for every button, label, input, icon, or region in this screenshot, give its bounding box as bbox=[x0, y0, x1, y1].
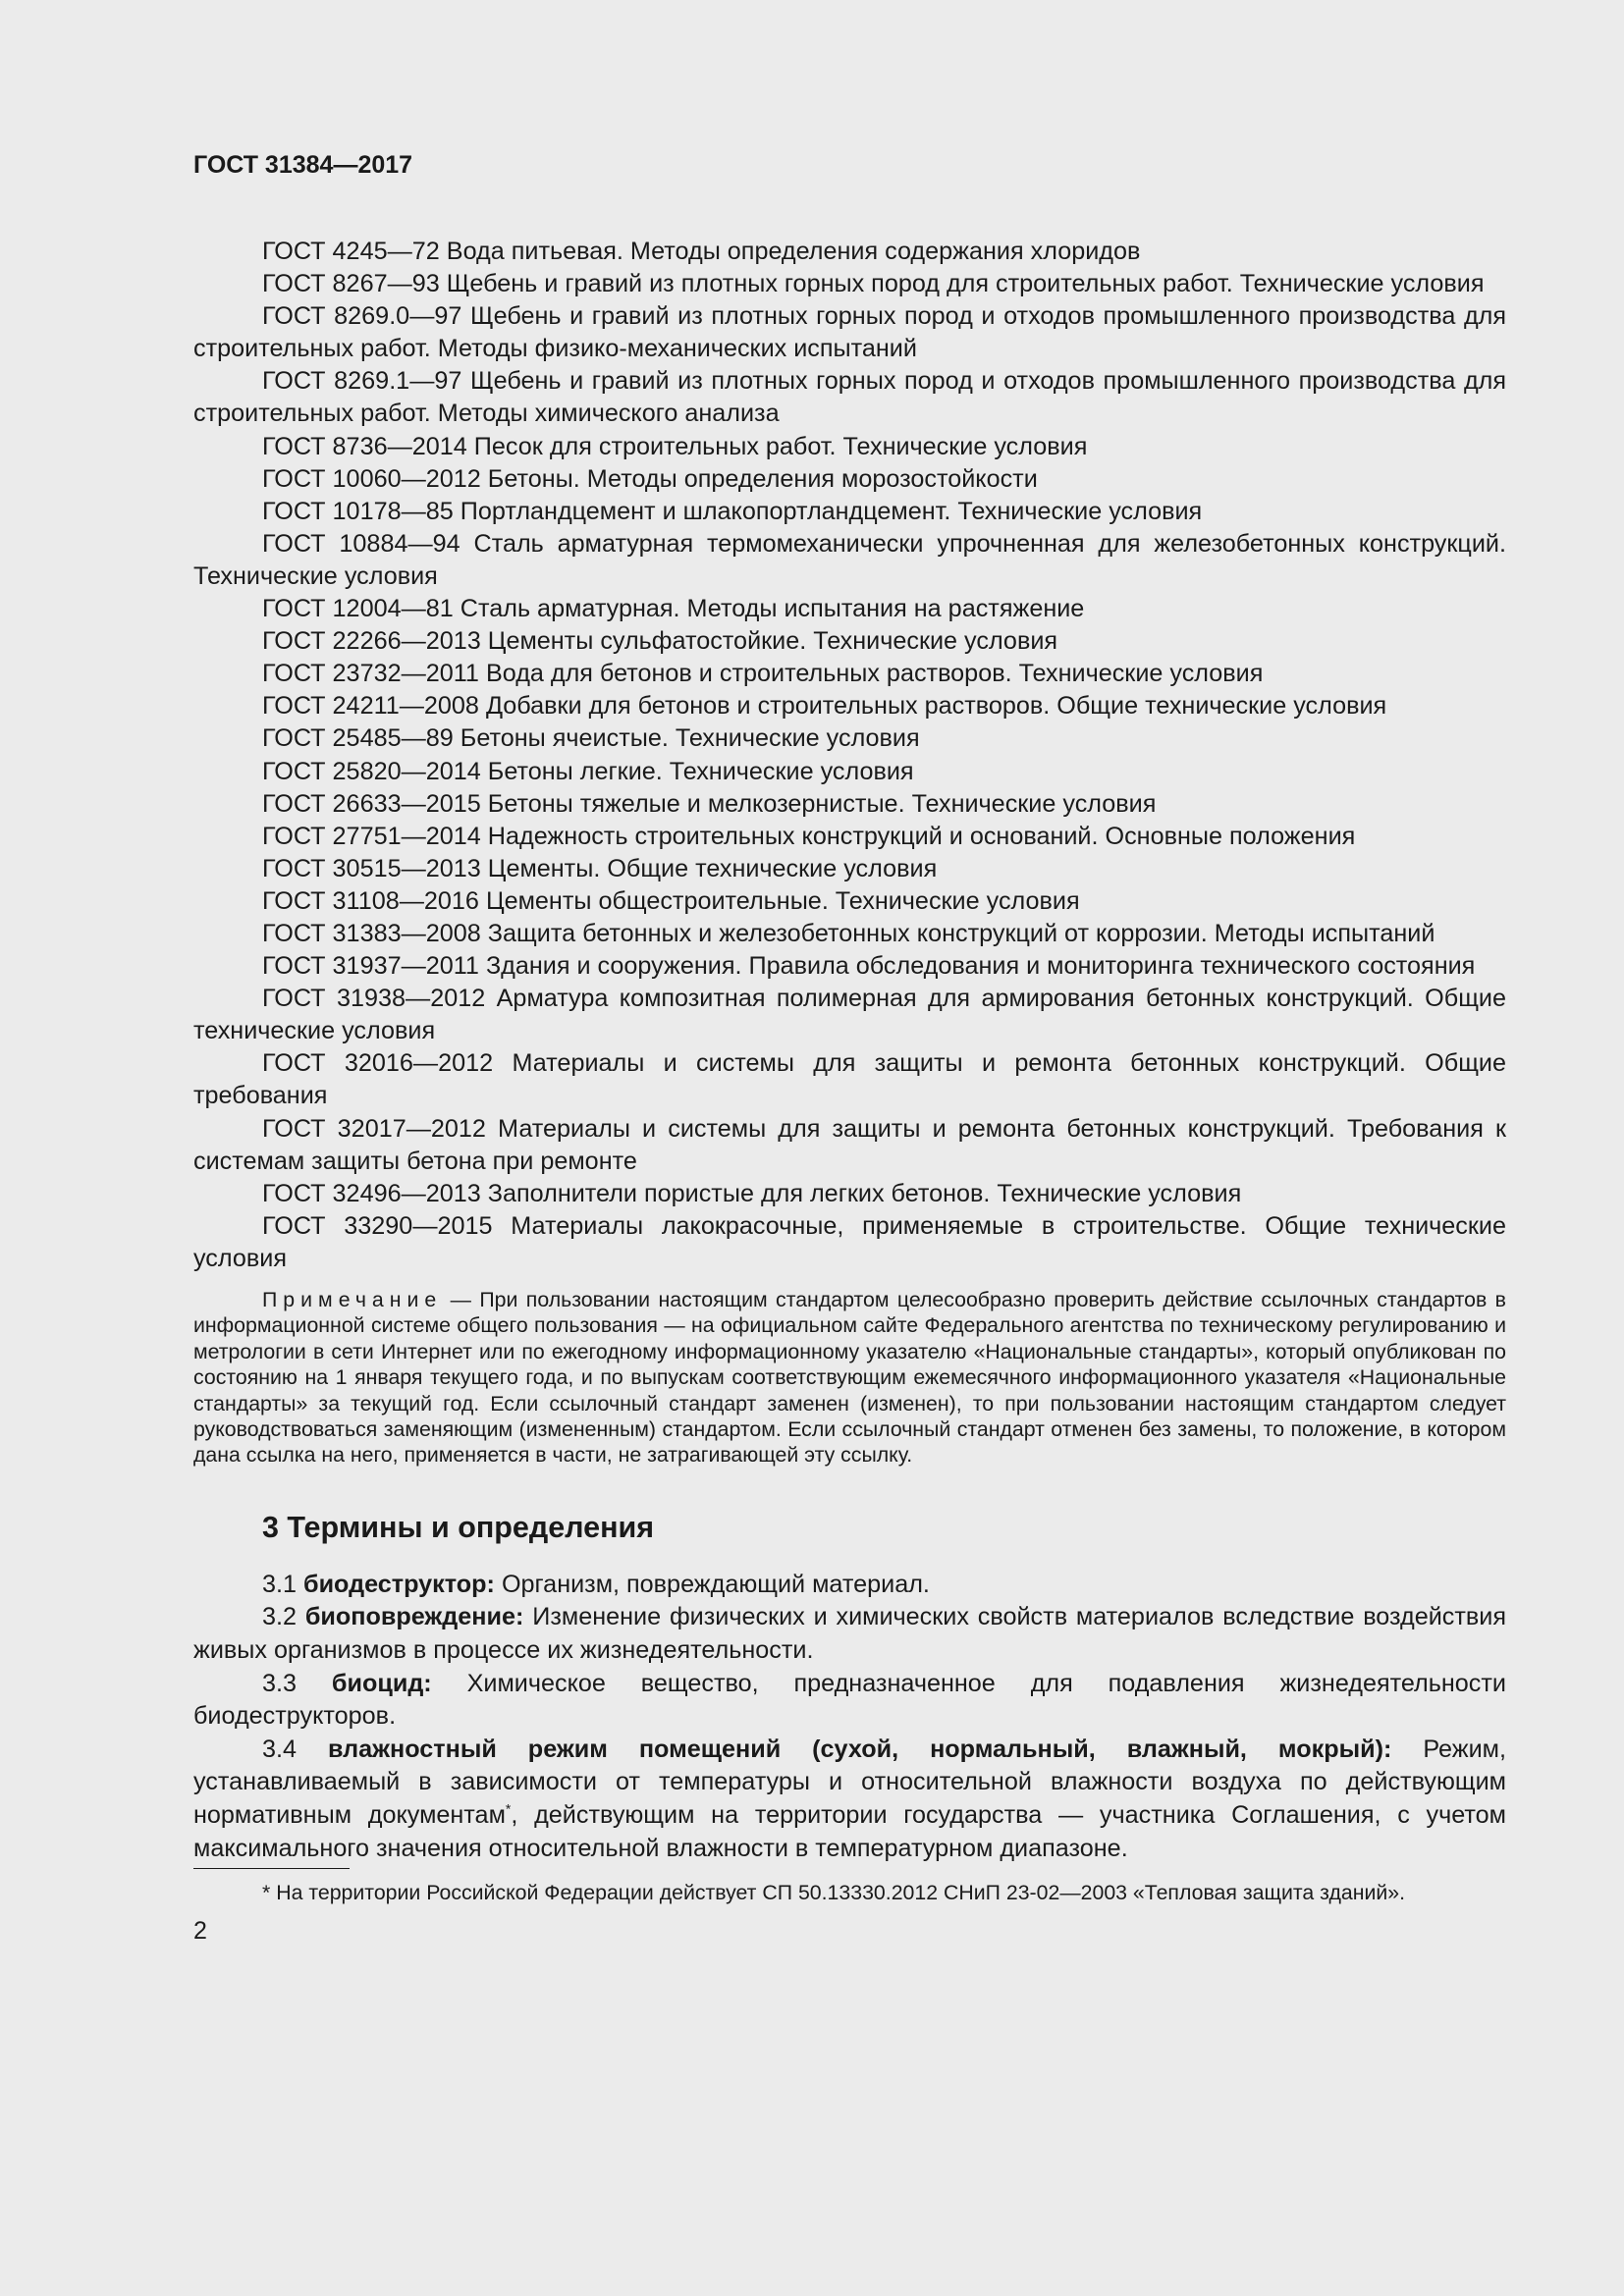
term-description: Режим, устанавливаемый в зависимости от температуры и относительной влажности воздуха по действующим нормативным документам bbox=[193, 1735, 1506, 1829]
reference-item: ГОСТ 31108—2016 Цементы общестроительные. Технические условия bbox=[262, 886, 1080, 915]
reference-item: ГОСТ 25485—89 Бетоны ячеистые. Технические условия bbox=[262, 724, 920, 753]
reference-item: ГОСТ 26633—2015 Бетоны тяжелые и мелкозернистые. Технические условия bbox=[262, 789, 1157, 818]
page-number: 2 bbox=[193, 1917, 207, 1946]
document-header-code: ГОСТ 31384—2017 bbox=[193, 151, 413, 179]
document-page bbox=[193, 147, 1506, 1946]
term-definition bbox=[193, 1734, 1506, 1865]
term-number: 3.2 bbox=[262, 1603, 305, 1631]
term-number: 3.4 bbox=[262, 1735, 328, 1763]
term-name: биоцид: bbox=[331, 1669, 432, 1697]
footnote-mark: * bbox=[262, 1881, 271, 1905]
reference-item: ГОСТ 12004—81 Сталь арматурная. Методы испытания на растяжение bbox=[262, 595, 1085, 623]
section-title: 3 Термины и определения bbox=[262, 1510, 655, 1544]
reference-item: ГОСТ 27751—2014 Надежность строительных конструкций и оснований. Основные положения bbox=[262, 822, 1356, 850]
term-name: биоповреждение: bbox=[304, 1603, 524, 1631]
term-description: Химическое вещество, предназначенное для подавления жизнедеятельности биодеструкторов. bbox=[193, 1669, 1506, 1731]
reference-item: ГОСТ 31383—2008 Защита бетонных и железобетонных конструкций от коррозии. Методы испытаний bbox=[262, 919, 1435, 947]
footnote-separator bbox=[193, 1868, 350, 1869]
term-description: Изменение физических и химических свойств материалов вследствие воздействия живых организмов в процессе их жизнедеятельности. bbox=[193, 1603, 1506, 1665]
footnote-text: На территории Российской Федерации действует СП 50.13330.2012 СНиП 23-02—2003 «Тепловая защита зданий». bbox=[270, 1881, 1406, 1905]
term-definition bbox=[193, 1569, 1506, 1602]
reference-item: ГОСТ 23732—2011 Вода для бетонов и строительных растворов. Технические условия bbox=[262, 660, 1264, 688]
note-heading: Примечание bbox=[262, 1288, 443, 1311]
footnote-reference-mark: * bbox=[505, 1800, 512, 1817]
term-number: 3.3 bbox=[262, 1669, 332, 1697]
reference-item: ГОСТ 32017—2012 Материалы и системы для защиты и ремонта бетонных конструкций. Требования к системам защиты бетона при ремонте bbox=[193, 1114, 1506, 1175]
reference-item: ГОСТ 30515—2013 Цементы. Общие технические условия bbox=[262, 854, 938, 882]
term-description-continued: , действующим на территории государства — участника Соглашения, с учетом максимального значения относительной влажности в температурном диапазоне. bbox=[193, 1801, 1506, 1862]
reference-item: ГОСТ 32496—2013 Заполнители пористые для легких бетонов. Технические условия bbox=[262, 1179, 1242, 1207]
term-name: влажностный режим помещений (сухой, нормальный, влажный, мокрый): bbox=[328, 1735, 1392, 1763]
reference-item: ГОСТ 4245—72 Вода питьевая. Методы определения содержания хлоридов bbox=[262, 238, 1141, 265]
reference-item: ГОСТ 24211—2008 Добавки для бетонов и строительных растворов. Общие технические условия bbox=[262, 692, 1387, 721]
normative-references-list bbox=[193, 236, 1506, 1275]
term-definition bbox=[193, 1601, 1506, 1667]
term-definition bbox=[193, 1668, 1506, 1734]
reference-item: ГОСТ 8269.1—97 Щебень и гравий из плотных горных пород и отходов промышленного производства для строительных работ. Методы химического анализа bbox=[193, 367, 1506, 428]
footnote bbox=[193, 1879, 1506, 1906]
term-description: Организм, повреждающий материал. bbox=[494, 1570, 930, 1598]
term-number: 3.1 bbox=[262, 1570, 304, 1598]
reference-item: ГОСТ 31938—2012 Арматура композитная полимерная для армирования бетонных конструкций. Общие технические условия bbox=[193, 985, 1506, 1045]
reference-item: ГОСТ 10178—85 Портландцемент и шлакопортландцемент. Технические условия bbox=[262, 497, 1203, 525]
reference-item: ГОСТ 8269.0—97 Щебень и гравий из плотных горных пород и отходов промышленного производства для строительных работ. Методы физико-механических испытаний bbox=[193, 302, 1506, 363]
reference-item: ГОСТ 31937—2011 Здания и сооружения. Правила обследования и мониторинга технического состояния bbox=[262, 952, 1476, 981]
references-note bbox=[193, 1287, 1506, 1468]
term-name: биодеструктор: bbox=[303, 1570, 495, 1598]
reference-item: ГОСТ 10060—2012 Бетоны. Методы определения морозостойкости bbox=[262, 464, 1038, 493]
reference-item: ГОСТ 32016—2012 Материалы и системы для защиты и ремонта бетонных конструкций. Общие требования bbox=[193, 1049, 1506, 1110]
reference-item: ГОСТ 25820—2014 Бетоны легкие. Технические условия bbox=[262, 757, 914, 785]
note-text: — При пользовании настоящим стандартом целесообразно проверить действие ссылочных стандартов в информационной системе общего пользования — на официальном сайте Федерального агентства по техническому регулированию и метрологии в сети Интернет или по ежегодному информационному указателю «Национальные стандарты», который опубликован по состоянию на 1 января текущего года, и по выпускам соответствующим ежемесячного информационного указателя «Национальные стандарты» за текущий год. Если ссылочный стандарт заменен (изменен), то при пользовании настоящим стандартом следует руководствоваться заменяющим (измененным) стандартом. Если ссылочный стандарт отменен без замены, то положение, в котором дана ссылка на него, применяется в части, не затрагивающей эту ссылку. bbox=[193, 1288, 1506, 1468]
reference-item: ГОСТ 10884—94 Сталь арматурная термомеханически упрочненная для железобетонных конструкций. Технические условия bbox=[193, 529, 1506, 590]
reference-item: ГОСТ 33290—2015 Материалы лакокрасочные, применяемые в строительстве. Общие технические условия bbox=[193, 1211, 1506, 1272]
reference-item: ГОСТ 8267—93 Щебень и гравий из плотных горных пород для строительных работ. Технические условия bbox=[262, 270, 1485, 298]
reference-item: ГОСТ 8736—2014 Песок для строительных работ. Технические условия bbox=[262, 432, 1088, 460]
reference-item: ГОСТ 22266—2013 Цементы сульфатостойкие. Технические условия bbox=[262, 627, 1058, 656]
